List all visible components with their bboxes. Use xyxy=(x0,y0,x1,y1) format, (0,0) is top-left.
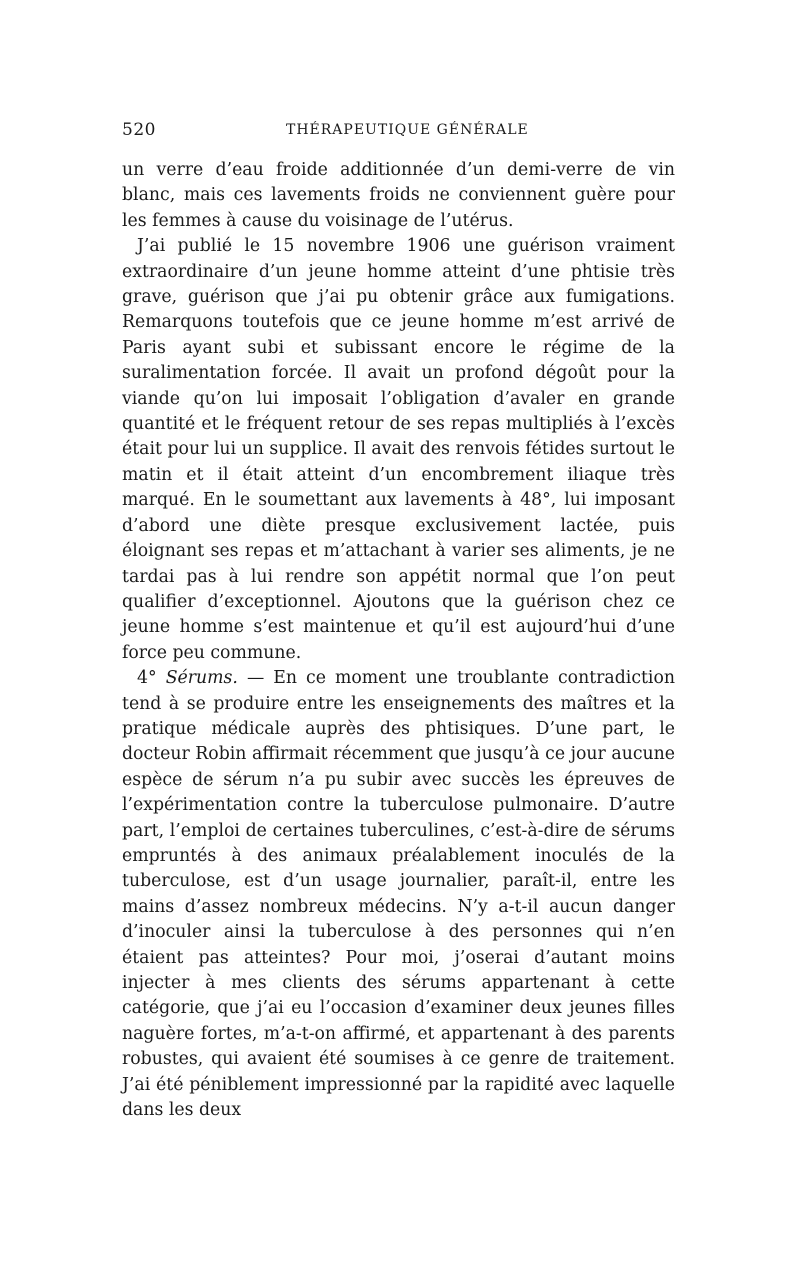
running-head xyxy=(122,112,675,144)
section-number: 4° xyxy=(137,668,157,689)
book-page xyxy=(122,112,675,1123)
paragraph-continuation: un verre d’eau froide additionnée d’un demi-verre de vin blanc, mais ces lavements froids ne conviennent guère pour les femmes à cause du voisinage de l’utérus. xyxy=(122,160,675,231)
paragraph-serums xyxy=(122,666,675,1123)
section-text: — En ce moment une troublante contradiction tend à se produire entre les enseignements des maîtres et la pratique médicale auprès des phtisiques. D’une part, le docteur Robin affirmait récemment que jusqu’à ce jour aucune espèce de sérum n’a pu subir avec succès les épreuves de l’expérimentation contre la tuberculose pulmonaire. D’autre part, l’emploi de certaines tuberculines, c’est-à-dire de sérums empruntés à des animaux préalablement inoculés de la tuberculose, est d’un usage journalier, paraît-il, entre les mains d’assez nombreux médecins. N’y a-t-il aucun danger d’inoculer ainsi la tuberculose à des personnes qui n’en étaient pas atteintes? Pour moi, j’oserai d’autant moins injecter à mes clients des sérums appartenant à cette catégorie, que j’ai eu l’occasion d’examiner deux jeunes filles naguère fortes, m’a-t-on affirmé, et appartenant à des parents robustes, qui avaient été soumises à ce genre de traitement. J’ai été péniblement impressionné par la rapidité avec laquelle dans les deux xyxy=(122,668,675,1121)
page-number: 520 xyxy=(122,120,156,140)
paragraph-case-report: J’ai publié le 15 novembre 1906 une guérison vraiment extraordinaire d’un jeune homme atteint d’une phtisie très grave, guérison que j’ai pu obtenir grâce aux fumigations. Remarquons toutefois que ce jeune homme m’est arrivé de Paris ayant subi et subissant encore le régime de la suralimentation forcée. Il avait un profond dégoût pour la viande qu’on lui imposait l’obligation d’avaler en grande quantité et le fréquent retour de ses repas multipliés à l’excès était pour lui un supplice. Il avait des renvois fétides surtout le matin et il était atteint d’un encombrement iliaque très marqué. En le soumettant aux lavements à 48°, lui imposant d’abord une diète presque exclusivement lactée, puis éloignant ses repas et m’attachant à varier ses aliments, je ne tardai pas à lui rendre son appétit normal que l’on peut qualifier d’exceptionnel. Ajoutons que la guérison chez ce jeune homme s’est maintenue et qu’il est aujourd’hui d’une force peu commune. xyxy=(122,236,675,663)
body-text xyxy=(122,158,675,1123)
running-title: THÉRAPEUTIQUE GÉNÉRALE xyxy=(286,122,529,138)
section-title: Sérums. xyxy=(165,668,238,689)
